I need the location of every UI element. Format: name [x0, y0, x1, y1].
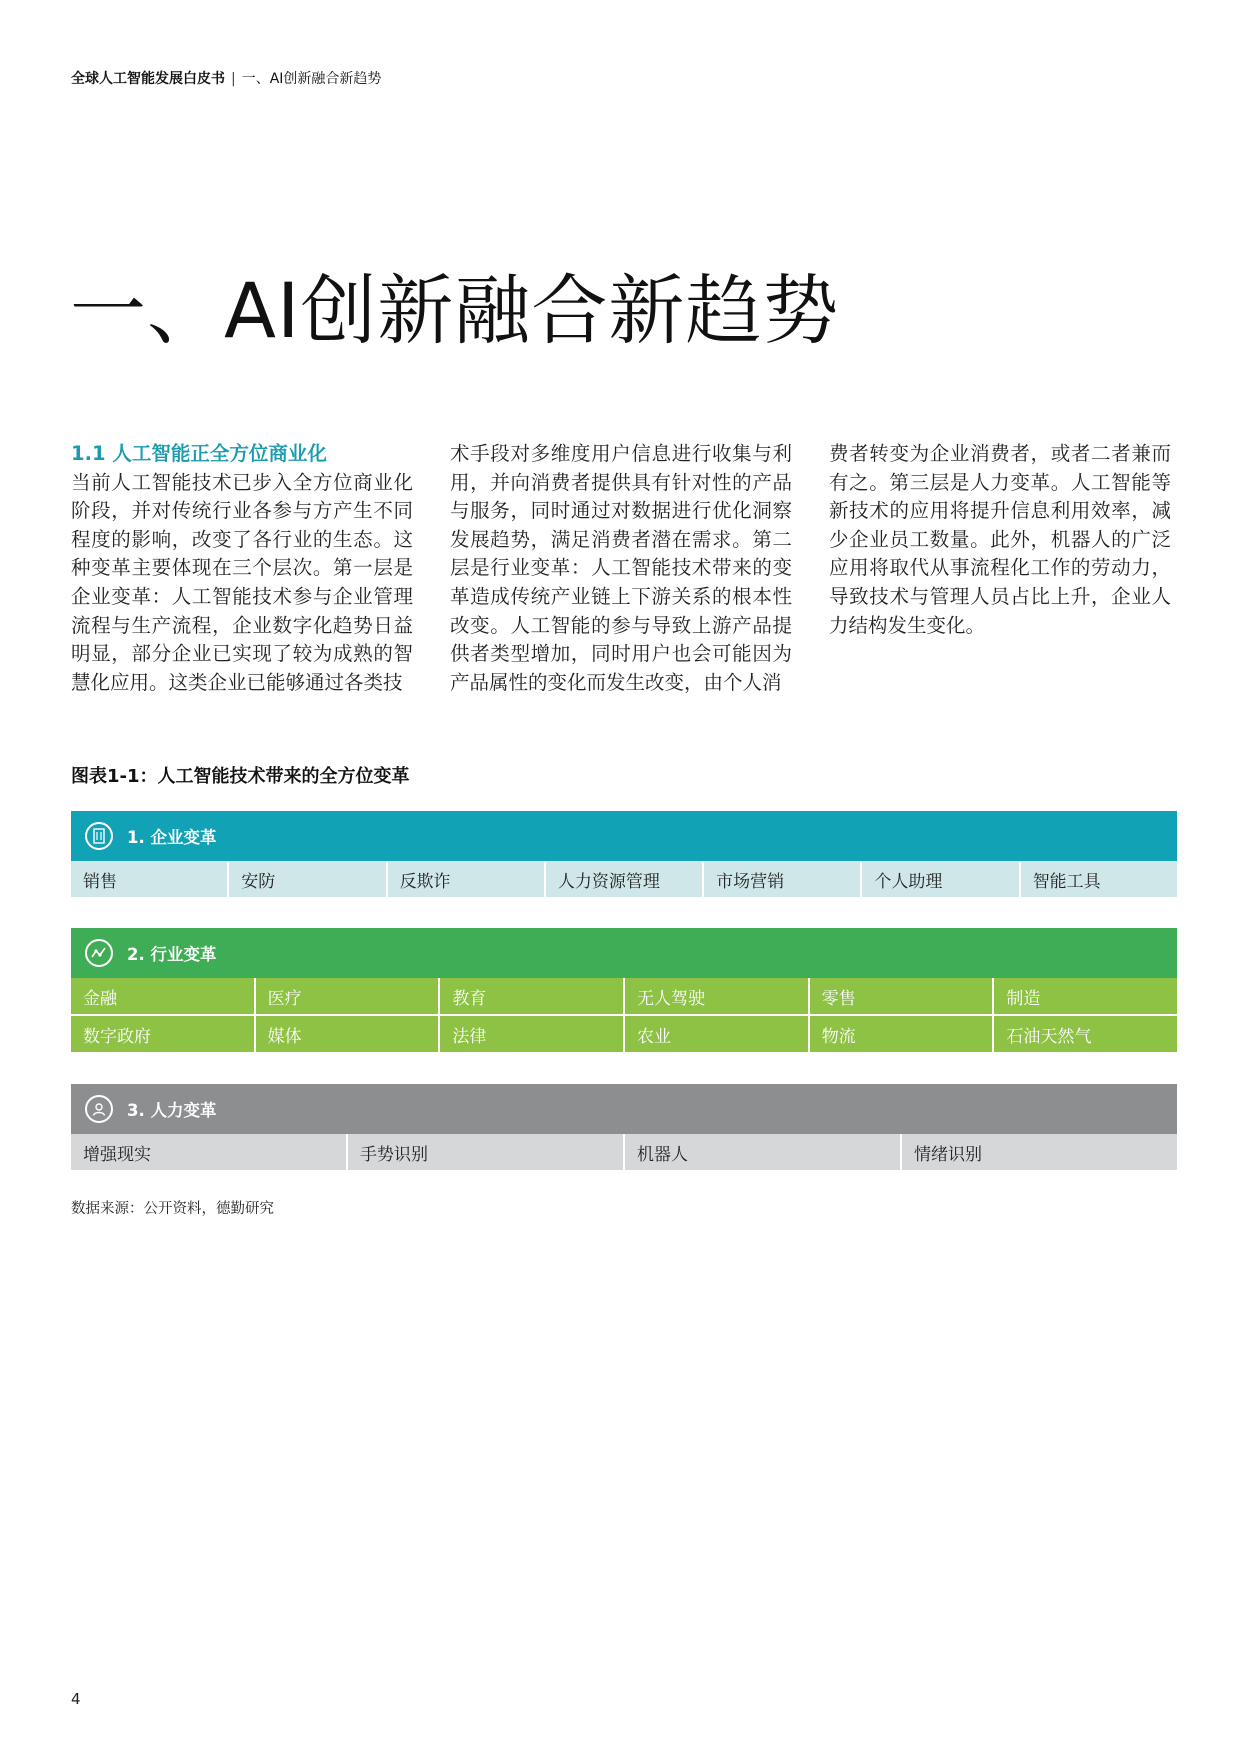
column-1-text: 当前人工智能技术已步入全方位商业化阶段，并对传统行业各参与方产生不同程度的影响，改变了各行业的生态。这种变革主要体现在三个层次。第一层是企业变革：人工智能技术参与企业管理流程与生产流程，企业数字化趋势日益明显，部分企业已实现了较为成熟的智慧化应用。这类企业已能够通过各类技 — [71, 470, 413, 694]
group-header — [71, 811, 1177, 861]
person-icon — [85, 1095, 113, 1123]
group-cell: 制造 — [994, 978, 1177, 1014]
header-separator: | — [231, 71, 236, 87]
group-cell: 医疗 — [256, 978, 441, 1014]
body-column-2 — [450, 440, 792, 697]
column-2-text: 术手段对多维度用户信息进行收集与利用，并向消费者提供具有针对性的产品与服务，同时通过对数据进行优化洞察发展趋势，满足消费者潜在需求。第二层是行业变革：人工智能技术带来的变革造成传统产业链上下游关系的根本性改变。人工智能的参与导致上游产品提供者类型增加，同时用户也会可能因为产品属性的变化而发生改变，由个人消 — [450, 442, 792, 694]
group-cell: 反欺诈 — [388, 861, 546, 897]
industry-change-group — [71, 928, 1177, 1052]
group-cell: 法律 — [440, 1016, 625, 1052]
group-label: 2. 行业变革 — [127, 945, 217, 964]
section-heading: 1.1 人工智能正全方位商业化 — [71, 442, 327, 465]
building-icon — [85, 822, 113, 850]
group-header — [71, 928, 1177, 978]
group-label: 1. 企业变革 — [127, 828, 217, 847]
group-row — [71, 1134, 1177, 1170]
group-cell: 教育 — [440, 978, 625, 1014]
page-title: 一、AI创新融合新趋势 — [70, 266, 840, 355]
group-row — [71, 1014, 1177, 1052]
group-cell: 安防 — [229, 861, 387, 897]
workforce-change-group — [71, 1084, 1177, 1170]
group-cell: 手势识别 — [348, 1134, 625, 1170]
group-cell: 机器人 — [625, 1134, 902, 1170]
body-column-1 — [71, 440, 413, 697]
group-cell: 个人助理 — [862, 861, 1020, 897]
group-cell: 农业 — [625, 1016, 810, 1052]
group-cell: 增强现实 — [71, 1134, 348, 1170]
group-cell: 媒体 — [256, 1016, 441, 1052]
group-cell: 情绪识别 — [902, 1134, 1177, 1170]
group-cell: 金融 — [71, 978, 256, 1014]
running-header — [71, 68, 381, 88]
group-header — [71, 1084, 1177, 1134]
group-cell: 数字政府 — [71, 1016, 256, 1052]
enterprise-change-group — [71, 811, 1177, 897]
page-number: 4 — [71, 1690, 81, 1708]
column-3-text: 费者转变为企业消费者，或者二者兼而有之。第三层是人力变革。人工智能等新技术的应用将提升信息利用效率，减少企业员工数量。此外，机器人的广泛应用将取代从事流程化工作的劳动力，导致技术与管理人员占比上升，企业人力结构发生变化。 — [829, 442, 1171, 637]
group-cell: 物流 — [810, 1016, 995, 1052]
group-row — [71, 978, 1177, 1014]
data-source-note: 数据来源：公开资料，德勤研究 — [71, 1201, 274, 1217]
group-label: 3. 人力变革 — [127, 1101, 217, 1120]
group-cell: 无人驾驶 — [625, 978, 810, 1014]
group-row — [71, 861, 1177, 897]
group-cell: 市场营销 — [704, 861, 862, 897]
group-cell: 石油天然气 — [994, 1016, 1177, 1052]
report-title: 全球人工智能发展白皮书 — [71, 71, 225, 87]
group-cell: 零售 — [810, 978, 995, 1014]
figure-title: 图表1-1：人工智能技术带来的全方位变革 — [71, 766, 410, 787]
header-section: 一、AI创新融合新趋势 — [241, 71, 382, 87]
group-cell: 销售 — [71, 861, 229, 897]
group-cell: 智能工具 — [1021, 861, 1177, 897]
group-cell: 人力资源管理 — [546, 861, 704, 897]
trend-line-icon — [85, 939, 113, 967]
body-column-3 — [829, 440, 1171, 640]
